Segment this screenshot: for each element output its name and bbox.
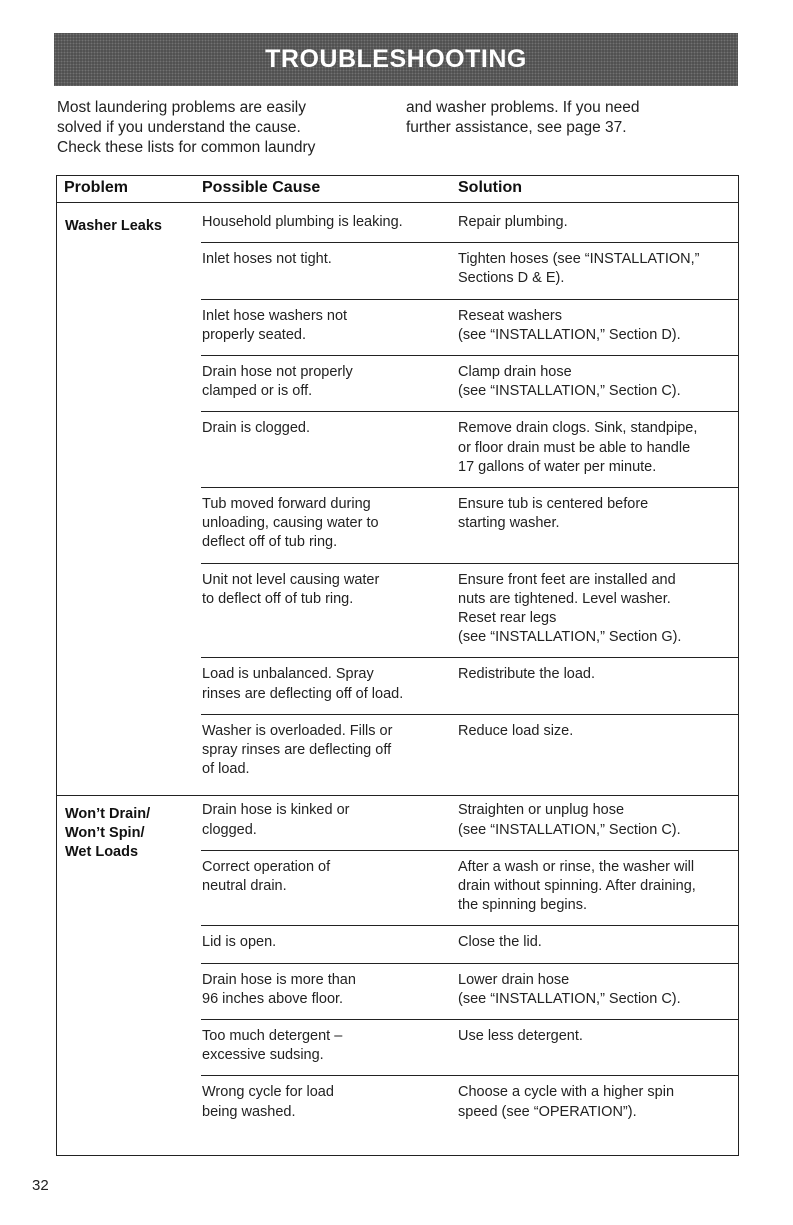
header-solution: Solution: [458, 179, 522, 196]
possible-cause: Lid is open.: [202, 934, 277, 951]
possible-cause: Too much detergent – excessive sudsing.: [202, 1028, 343, 1064]
solution: Redistribute the load.: [458, 666, 596, 683]
section-rule: [57, 795, 738, 796]
possible-cause: Drain hose not properly clamped or is off.: [202, 364, 353, 400]
intro-text-left: Most laundering problems are easily solved if you understand the cause. Check these lists for common laundry: [57, 99, 316, 156]
table-top-rule: [57, 175, 738, 176]
row-divider: [201, 850, 738, 851]
solution: Ensure front feet are installed and nuts are tightened. Level washer. Reset rear legs (see “INSTALLATION,” Section G).: [458, 571, 682, 646]
possible-cause: Tub moved forward during unloading, causing water to deflect off of tub ring.: [202, 496, 379, 551]
solution: Reduce load size.: [458, 722, 574, 739]
solution: After a wash or rinse, the washer will drain without spinning. After draining, the spinning begins.: [458, 858, 696, 914]
solution: Straighten or unplug hose (see “INSTALLATION,” Section C).: [458, 802, 681, 838]
solution: Close the lid.: [458, 934, 542, 951]
solution: Repair plumbing.: [458, 214, 568, 230]
row-divider: [201, 714, 738, 715]
problem-category: Won’t Drain/ Won’t Spin/ Wet Loads: [65, 806, 151, 861]
troubleshooting-banner: [54, 33, 738, 86]
row-divider: [201, 355, 738, 356]
solution: Tighten hoses (see “INSTALLATION,” Sections D & E).: [458, 251, 700, 287]
row-divider: [201, 411, 738, 412]
solution: Choose a cycle with a higher spin speed (see “OPERATION”).: [458, 1084, 675, 1120]
possible-cause: Load is unbalanced. Spray rinses are deflecting off of load.: [202, 666, 404, 702]
troubleshooting-table: [56, 175, 739, 1156]
row-divider: [201, 299, 738, 300]
possible-cause: Inlet hoses not tight.: [202, 251, 332, 268]
possible-cause: Washer is overloaded. Fills or spray rinses are deflecting off of load.: [202, 722, 393, 778]
solution: Remove drain clogs. Sink, standpipe, or floor drain must be able to handle 17 gallons of water per minute.: [458, 420, 698, 475]
possible-cause: Unit not level causing water to deflect off of tub ring.: [202, 571, 380, 607]
row-divider: [201, 242, 738, 243]
row-divider: [201, 657, 738, 658]
row-divider: [201, 925, 738, 926]
header-problem: Problem: [64, 179, 129, 196]
solution: Clamp drain hose (see “INSTALLATION,” Section C).: [458, 364, 681, 400]
row-divider: [201, 963, 738, 964]
solution: Use less detergent.: [458, 1028, 583, 1044]
problem-category: Washer Leaks: [65, 218, 162, 234]
possible-cause: Drain hose is more than 96 inches above floor.: [202, 971, 356, 1007]
possible-cause: Wrong cycle for load being washed.: [202, 1084, 334, 1120]
header-rule: [57, 202, 738, 203]
row-divider: [201, 487, 738, 488]
possible-cause: Household plumbing is leaking.: [202, 214, 403, 230]
intro-text-right: and washer problems. If you need further assistance, see page 37.: [406, 99, 640, 136]
possible-cause: Drain hose is kinked or clogged.: [202, 802, 350, 838]
header-possible-cause: Possible Cause: [202, 179, 321, 196]
solution: Ensure tub is centered before starting washer.: [458, 496, 649, 532]
possible-cause: Inlet hose washers not properly seated.: [202, 307, 348, 343]
row-divider: [201, 1075, 738, 1076]
page-title: TROUBLESHOOTING: [265, 45, 527, 73]
row-divider: [201, 563, 738, 564]
row-divider: [201, 1019, 738, 1020]
solution: Lower drain hose (see “INSTALLATION,” Section C).: [458, 971, 681, 1007]
possible-cause: Drain is clogged.: [202, 420, 310, 437]
solution: Reseat washers (see “INSTALLATION,” Section D).: [458, 307, 681, 343]
possible-cause: Correct operation of neutral drain.: [202, 858, 331, 894]
page-number: 32: [32, 1177, 49, 1194]
